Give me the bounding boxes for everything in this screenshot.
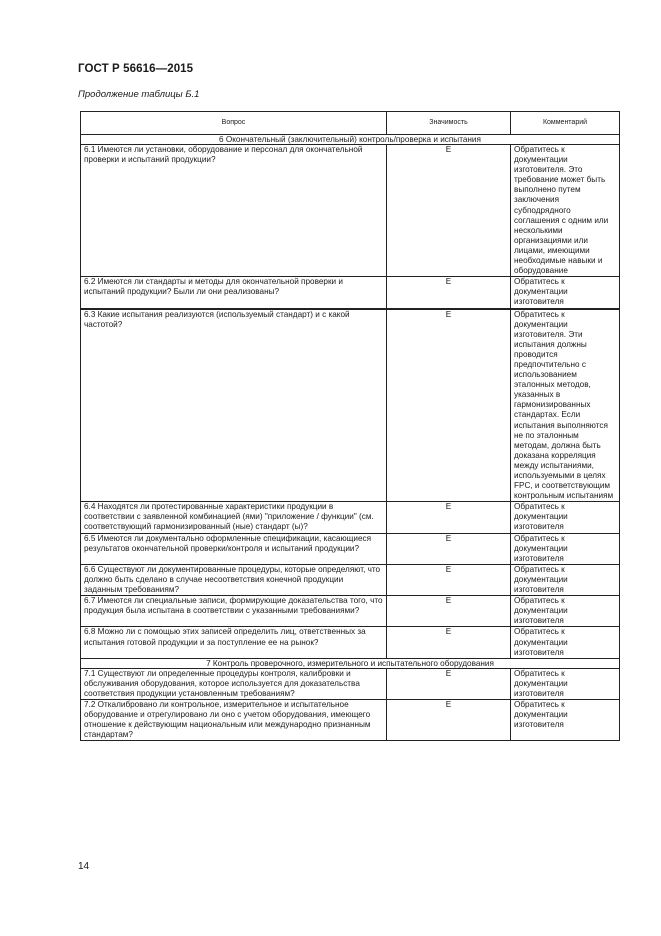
- table-row: [81, 145, 620, 277]
- column-header-significance: Значимость: [387, 112, 511, 135]
- significance-cell: E: [387, 502, 511, 533]
- table-caption: Продолжение таблицы Б.1: [78, 89, 200, 100]
- table-row: [81, 564, 620, 595]
- comment-cell: Обратитесь к документации изготовителя: [511, 502, 620, 533]
- column-header-question: Вопрос: [81, 112, 387, 135]
- question-cell: 6.2 Имеются ли стандарты и методы для окончательной проверки и испытаний продукции? Были ли они реализованы?: [81, 277, 387, 309]
- significance-cell: E: [387, 699, 511, 740]
- question-cell: 6.5 Имеются ли документально оформленные спецификации, касающиеся результатов окончательной проверки/контроля и испытаний продукции?: [81, 533, 387, 564]
- requirements-table: [80, 111, 620, 741]
- table-row: [81, 627, 620, 658]
- significance-cell: E: [387, 627, 511, 658]
- table-row: [81, 699, 620, 740]
- question-cell: 6.8 Можно ли с помощью этих записей определить лиц, ответственных за испытания готовой продукции и за поступление ее на рынок?: [81, 627, 387, 658]
- question-cell: 7.1 Существуют ли определенные процедуры контроля, калибровки и обслуживания оборудования, которое используется для доказательства соответствия продукции установленным требованиям?: [81, 668, 387, 699]
- comment-cell: Обратитесь к документации изготовителя: [511, 564, 620, 595]
- significance-cell: E: [387, 668, 511, 699]
- question-cell: 6.1 Имеются ли установки, оборудование и персонал для окончательной проверки и испытаний продукции?: [81, 145, 387, 277]
- comment-cell: Обратитесь к документации изготовителя: [511, 699, 620, 740]
- page-number: 14: [78, 861, 90, 872]
- table-row: [81, 277, 620, 309]
- section-title: 7 Контроль проверочного, измерительного и испытательного оборудования: [81, 658, 620, 668]
- comment-cell: Обратитесь к документации изготовителя: [511, 627, 620, 658]
- table-row: [81, 502, 620, 533]
- question-cell: 6.3 Какие испытания реализуются (используемый стандарт) и с какой частотой?: [81, 309, 387, 502]
- section-row: [81, 658, 620, 668]
- significance-cell: E: [387, 596, 511, 627]
- question-cell: 7.2 Откалибровано ли контрольное, измерительное и испытательное оборудование и отрегулировано ли оно с учетом оборудования, имеющего отношение к действующим национальным или международно признанным стандартам?: [81, 699, 387, 740]
- question-cell: 6.6 Существуют ли документированные процедуры, которые определяют, что должно быть сделано в случае несоответствия конечной продукции заданным требованиям?: [81, 564, 387, 595]
- table-row: [81, 533, 620, 564]
- comment-cell: Обратитесь к документации изготовителя: [511, 596, 620, 627]
- comment-cell: Обратитесь к документации изготовителя: [511, 533, 620, 564]
- section-row: [81, 135, 620, 145]
- question-cell: 6.4 Находятся ли протестированные характеристики продукции в соответствии с заявленной комбинацией (ями) "приложение / функции" (см. соответствующий гармонизированный (ные) стандарт (ы)?: [81, 502, 387, 533]
- question-cell: 6.7 Имеются ли специальные записи, формирующие доказательства того, что продукция была испытана в соответствии с указанными требованиями?: [81, 596, 387, 627]
- significance-cell: E: [387, 564, 511, 595]
- table-header-row: [81, 112, 620, 135]
- table-row: [81, 309, 620, 502]
- table-row: [81, 668, 620, 699]
- comment-cell: Обратитесь к документации изготовителя. Это требование может быть выполнено путем заключения субподрядного соглашения с одним или несколькими организациями или лицами, имеющими необходимые навыки и оборудование: [511, 145, 620, 277]
- comment-cell: Обратитесь к документации изготовителя: [511, 277, 620, 309]
- comment-cell: Обратитесь к документации изготовителя. Эти испытания должны проводится предпочтительно с использованием эталонных методов, указанных в гармонизированных стандартах. Если испытания выполняются не по эталонным методам, должна быть доказана корреляция между испытаниями, используемыми в целях FPC, и соответствующим контрольным испытаниям: [511, 309, 620, 502]
- significance-cell: E: [387, 145, 511, 277]
- significance-cell: E: [387, 277, 511, 309]
- significance-cell: E: [387, 309, 511, 502]
- significance-cell: E: [387, 533, 511, 564]
- comment-cell: Обратитесь к документации изготовителя: [511, 668, 620, 699]
- standard-number: ГОСТ Р 56616—2015: [78, 63, 194, 75]
- section-title: 6 Окончательный (заключительный) контроль/проверка и испытания: [81, 135, 620, 145]
- table-row: [81, 596, 620, 627]
- column-header-comment: Комментарий: [511, 112, 620, 135]
